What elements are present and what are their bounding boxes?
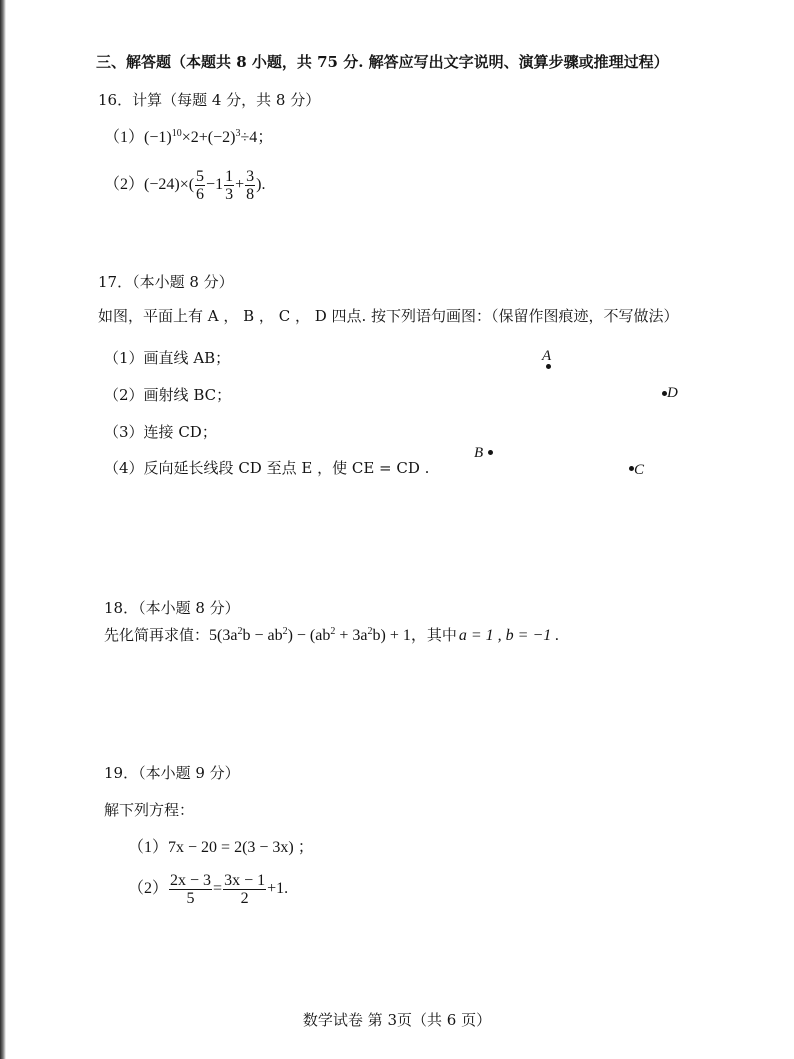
q19-part1-eq: 7x − 20 = 2(3 − 3x) ； — [168, 839, 314, 856]
q16-part2-tail: ). — [256, 176, 266, 193]
q19-part2 — [128, 870, 288, 910]
q16-title: 16．计算（每题 4 分，共 8 分） — [98, 91, 321, 109]
q18-title: 18．（本小题 8 分） — [104, 599, 240, 617]
q18-condition: a = 1 , b = −1 . — [458, 627, 560, 644]
q16-part2-plus: + — [235, 176, 245, 193]
q19-part2-tail: +1. — [267, 880, 289, 897]
point-c-label: C — [634, 462, 645, 478]
q16-part2 — [104, 166, 265, 206]
q17-item-1: （1）画直线 AB； — [104, 349, 231, 367]
q16-part2-mixed-int: −1 — [206, 176, 224, 193]
q18-label: 先化简再求值： — [104, 626, 210, 644]
point-b-label: B — [474, 445, 484, 461]
q17-item-4: （4）反向延长线段 CD 至点 E ，使 CE = CD . — [104, 459, 430, 477]
q17-item-2: （2）画射线 BC； — [104, 386, 232, 404]
q19-title: 19．（本小题 9 分） — [104, 764, 240, 782]
q19-part1 — [128, 838, 314, 858]
point-d-label: D — [667, 385, 678, 401]
point-b-dot — [488, 450, 493, 455]
q17-item-3: （3）连接 CD； — [104, 423, 217, 441]
q19-part1-num: （1） — [128, 839, 169, 856]
q19-part2-num: （2） — [128, 880, 169, 897]
q18-cond-prefix: 其中 — [426, 626, 457, 644]
q16-part1 — [104, 128, 273, 148]
q19-part2-equals: = — [213, 880, 223, 897]
q18-expression — [104, 625, 559, 646]
q16-part1-exp2: 3 — [235, 128, 241, 139]
q16-part1-base: (−1) — [144, 129, 172, 146]
q16-part1-exp1: 10 — [171, 128, 182, 139]
q16-part1-tail: ÷4； — [240, 129, 274, 146]
section-heading: 三、解答题（本题共 8 小题，共 75 分. 解答应写出文字说明、演算步骤或推理过程） — [96, 53, 669, 71]
point-a-dot — [546, 364, 551, 369]
q16-part1-num: （1） — [104, 129, 145, 146]
q19-prompt: 解下列方程： — [104, 801, 195, 819]
fraction-5-6: $\frac{5}{6}$ — [196, 167, 205, 203]
q16-part1-mid: ×2+(−2) — [181, 129, 236, 146]
q18-formula: $5(3a^2b - ab^2) - (ab^2 + 3a^2b) + 1$， — [209, 626, 427, 644]
q16-part2-num: （2） — [104, 176, 145, 193]
q17-title: 17．（本小题 8 分） — [98, 273, 234, 291]
q17-prompt: 如图，平面上有 A ， B ， C ， D 四点. 按下列语句画图：（保留作图痕迹，不写做法） — [98, 307, 679, 325]
q16-part2-lead: (−24)×( — [144, 176, 195, 193]
point-a-label: A — [542, 348, 552, 364]
fraction-3-8: $\frac{3}{8}$ — [246, 167, 255, 203]
page-footer: 数学试卷 第 3页（共 6 页） — [302, 1011, 492, 1029]
fraction-1-3: $\frac{1}{3}$ — [225, 167, 234, 203]
fraction-left: $\frac{2x - 3}{5}$ — [170, 871, 212, 907]
fraction-right: $\frac{3x - 1}{2}$ — [224, 871, 266, 907]
scan-edge — [0, 0, 6, 1059]
